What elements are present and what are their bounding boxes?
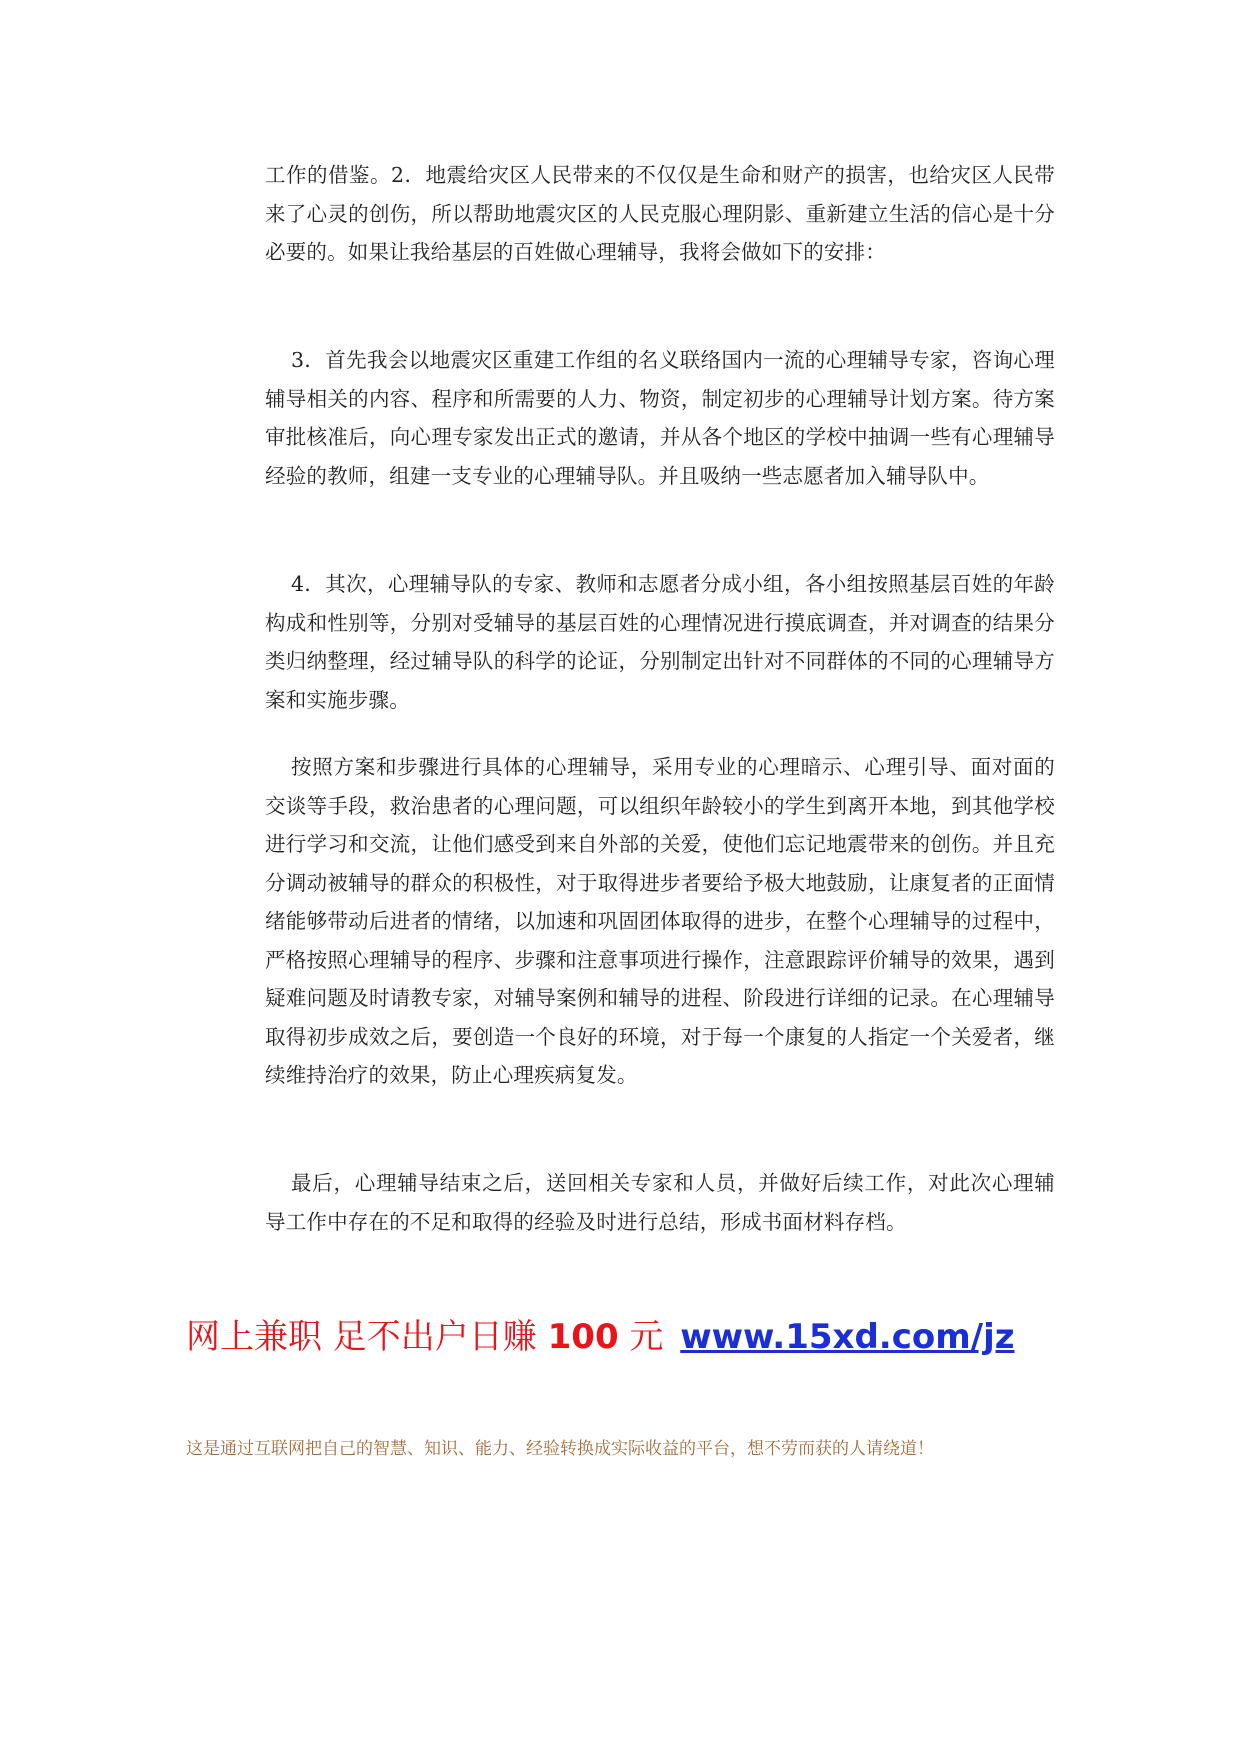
promo-link[interactable]: www.15xd.com/jz: [680, 1317, 1015, 1357]
promo-amount: 100: [547, 1317, 619, 1357]
promo-banner: [186, 1314, 1015, 1360]
promo-unit: 元: [629, 1317, 664, 1357]
paragraph-counseling: 按照方案和步骤进行具体的心理辅导，采用专业的心理暗示、心理引导、面对面的交谈等手段，救治患者的心理问题，可以组织年龄较小的学生到离开本地，到其他学校进行学习和交流，让他们感受到来自外部的关爱，使他们忘记地震带来的创伤。并且充分调动被辅导的群众的积极性，对于取得进步者要给予极大地鼓励，让康复者的正面情绪能够带动后进者的情绪，以加速和巩固团体取得的进步，在整个心理辅导的过程中，严格按照心理辅导的程序、步骤和注意事项进行操作，注意跟踪评价辅导的效果，遇到疑难问题及时请教专家，对辅导案例和辅导的进程、阶段进行详细的记录。在心理辅导取得初步成效之后，要创造一个良好的环境，对于每一个康复的人指定一个关爱者，继续维持治疗的效果，防止心理疾病复发。: [265, 755, 1055, 1087]
paragraph-intro: 工作的借鉴。2．地震给灾区人民带来的不仅仅是生命和财产的损害，也给灾区人民带来了心灵的创伤，所以帮助地震灾区的人民克服心理阴影、重新建立生活的信心是十分必要的。如果让我给基层的百姓做心理辅导，我将会做如下的安排：: [265, 163, 1055, 264]
promo-tagline: 这是通过互联网把自己的智慧、知识、能力、经验转换成实际收益的平台，想不劳而获的人请绕道！: [186, 1439, 934, 1459]
paragraph-conclusion: 最后，心理辅导结束之后，送回相关专家和人员，并做好后续工作，对此次心理辅导工作中存在的不足和取得的经验及时进行总结，形成书面材料存档。: [265, 1171, 1055, 1234]
paragraph-step-4: 4．其次，心理辅导队的专家、教师和志愿者分成小组，各小组按照基层百姓的年龄构成和性别等，分别对受辅导的基层百姓的心理情况进行摸底调查，并对调查的结果分类归纳整理，经过辅导队的科学的论证，分别制定出针对不同群体的不同的心理辅导方案和实施步骤。: [265, 572, 1055, 712]
paragraph-step-3: 3．首先我会以地震灾区重建工作组的名义联络国内一流的心理辅导专家，咨询心理辅导相关的内容、程序和所需要的人力、物资，制定初步的心理辅导计划方案。待方案审批核准后，向心理专家发出正式的邀请，并从各个地区的学校中抽调一些有心理辅导经验的教师，组建一支专业的心理辅导队。并且吸纳一些志愿者加入辅导队中。: [265, 348, 1055, 488]
promo-text: 网上兼职 足不出户日赚: [186, 1317, 537, 1357]
